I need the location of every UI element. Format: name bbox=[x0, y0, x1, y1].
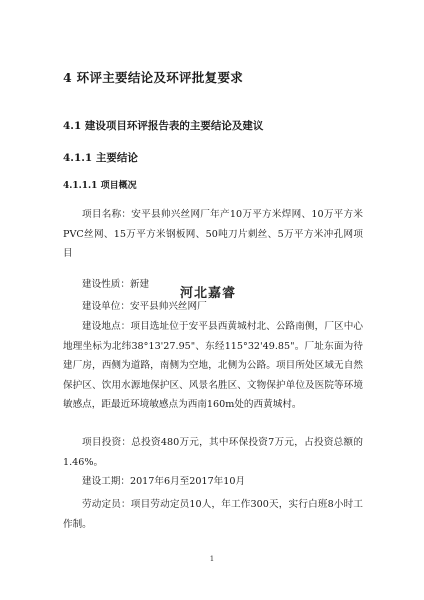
project-name-paragraph: 项目名称：安平县帅兴丝网厂年产10万平方米焊网、10万平方米PVC丝网、15万平方米钢板网、50吨刀片刺丝、5万平方米冲孔网项目 bbox=[63, 209, 363, 260]
schedule-paragraph: 建设工期：2017年6月至2017年10月 bbox=[82, 476, 246, 487]
location-paragraph: 建设地点：项目选址位于安平县西黄城村北、公路南侧，厂区中心地理坐标为北纬38°13'27.95"、东经115°32'49.85"。厂址东面为待建厂房，西侧为道路，南侧为空地，北侧为公路。项目所处区域无自然保护区、饮用水源地保护区、风景名胜区、文物保护单位及医院等环境敏感点，距最近环境敏感点为西南160m处的西黄城村。 bbox=[63, 321, 363, 411]
watermark-stamp: 河北嘉睿 bbox=[180, 286, 237, 301]
investment-paragraph: 项目投资：总投资480万元，其中环保投资7万元，占投资总额的1.46%。 bbox=[63, 437, 363, 468]
section-heading: 4.1 建设项目环评报告表的主要结论及建议 bbox=[63, 120, 264, 132]
subsection-heading: 4.1.1 主要结论 bbox=[63, 152, 138, 164]
staffing-paragraph: 劳动定员：项目劳动定员10人，年工作300天，实行白班8小时工作制。 bbox=[63, 499, 363, 530]
construction-nature-paragraph: 建设性质：新建 bbox=[82, 279, 150, 290]
chapter-heading: 4 环评主要结论及环评批复要求 bbox=[63, 70, 244, 85]
construction-unit-paragraph: 建设单位：安平县帅兴丝网厂 bbox=[82, 301, 207, 312]
page-number: 1 bbox=[209, 555, 215, 563]
sub-subsection-heading: 4.1.1.1 项目概况 bbox=[63, 181, 137, 191]
